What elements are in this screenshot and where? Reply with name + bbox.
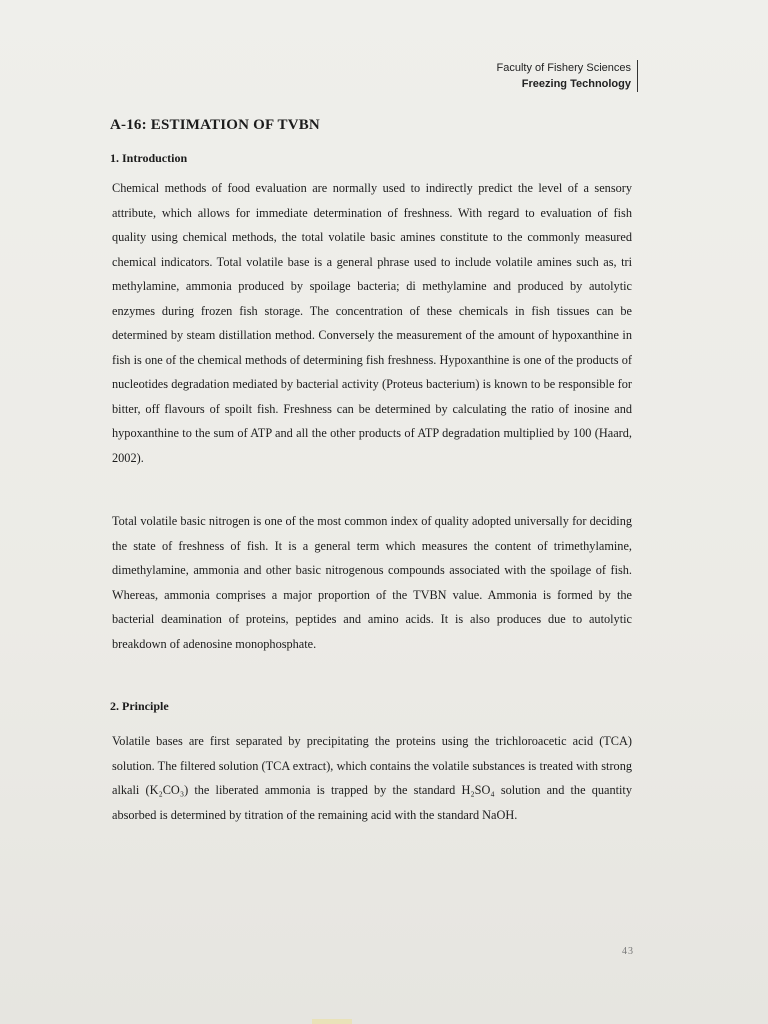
introduction-paragraph-2: Total volatile basic nitrogen is one of the most common index of quality adopted universally for deciding the state of freshness of fish. It is a general term which measures the content of trimethylamine, dimethylamine, ammonia and other basic nitrogenous compounds associated with the spoilage of fish. Whereas, ammonia comprises a major proportion of the TVBN value. Ammonia is formed by the bacterial deamination of proteins, peptides and amino acids. It is also produces due to autolytic breakdown of adenosine monophosphate. xyxy=(112,514,632,651)
bottom-edge-mark xyxy=(312,1019,352,1024)
page-number: 43 xyxy=(622,946,634,957)
page-title: A-16: ESTIMATION OF TVBN xyxy=(110,117,320,133)
header-course: Freezing Technology xyxy=(521,78,631,90)
introduction-heading: 1. Introduction xyxy=(110,151,188,165)
introduction-paragraph-1: Chemical methods of food evaluation are normally used to indirectly predict the level of a sensory attribute, which allows for immediate determination of freshness. With regard to evaluation of fish quality using chemical methods, the total volatile basic amines constitute to the commonly measured chemical indicators. Total volatile base is a general phrase used to include volatile amines such as, tri methylamine, ammonia produced by spoilage bacteria; di methylamine and produced by autolytic enzymes during frozen fish storage. The concentration of these chemicals in fish tissues can be determined by steam distillation method. Conversely the measurement of the amount of hypoxanthine in fish is one of the chemical methods of determining fish freshness. Hypoxanthine is one of the products of nucleotides degradation mediated by bacterial activity (Proteus bacterium) is known to be responsible for bitter, off flavours of spoilt fish. Freshness can be determined by calculating the ratio of inosine and hypoxanthine to the sum of ATP and all the other products of ATP degradation multiplied by 100 (Haard, 2002). xyxy=(112,181,632,465)
principle-paragraph: Volatile bases are first separated by precipitating the proteins using the trichloroacetic acid (TCA) solution. The filtered solution (TCA extract), which contains the volatile substances is treated with strong alkali (K₂CO₃) the liberated ammonia is trapped by the standard H₂SO₄ solution and the quantity absorbed is determined by titration of the remaining acid with the standard NaOH. xyxy=(112,734,632,822)
principle-heading: 2. Principle xyxy=(110,699,169,713)
running-header xyxy=(497,60,639,92)
header-faculty: Faculty of Fishery Sciences xyxy=(496,62,631,74)
